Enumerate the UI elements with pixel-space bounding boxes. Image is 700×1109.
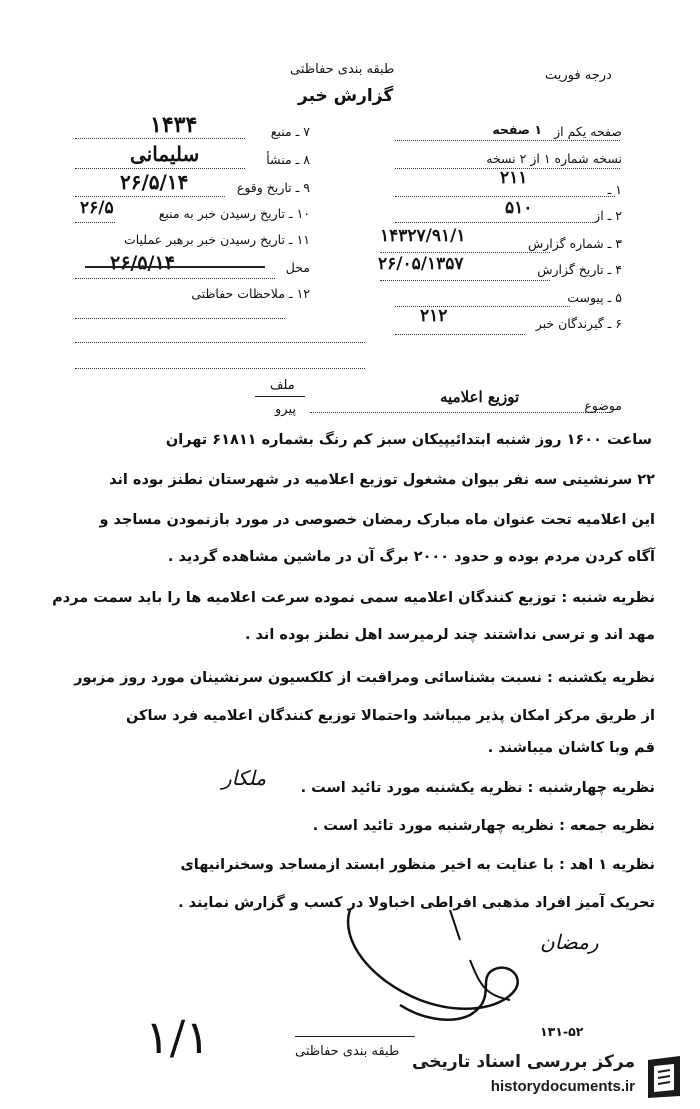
field-9-label: ۹ ـ تاریخ وقوع — [236, 180, 310, 195]
copy-field: نسخه شماره ۱ از ۲ نسخه — [486, 151, 622, 166]
notes-rule-1 — [75, 318, 285, 319]
watermark-site-name: مرکز بررسی اسناد تاریخی — [412, 1052, 635, 1072]
file-label: ملف — [270, 378, 295, 393]
subject-value: توزیع اعلامیه — [440, 388, 520, 406]
body-line: نظریه یکشنبه : نسبت بشناسائی ومراقبت از کلکسیون سرنشینان مورد روز مزبور — [74, 670, 655, 686]
field-10-label: ۱۰ ـ تاریخ رسیدن خبر به منبع — [158, 206, 310, 221]
field-7-value: ۱۴۳۴ — [150, 112, 198, 138]
body-line: آگاه کردن مردم بوده و حدود ۲۰۰۰ برگ آن در ماشین مشاهده گردید . — [167, 549, 655, 565]
field-9-value: ۲۶/۵/۱۴ — [120, 170, 189, 194]
form-code: ۱۳۱-۵۲ — [540, 1024, 584, 1039]
priority-label: درجه فوریت — [545, 68, 612, 83]
field-11-label: ۱۱ ـ تاریخ رسیدن خبر برهبر عملیات — [123, 232, 310, 247]
field-8-rule — [75, 168, 245, 169]
field-4-label: ۴ ـ تاریخ گزارش — [537, 262, 622, 277]
field-3-label: ۳ ـ شماره گزارش — [527, 236, 622, 251]
field-7-label: ۷ ـ منبع — [270, 124, 310, 139]
watermark-site-url: historydocuments.ir — [490, 1078, 635, 1095]
body-line: ۲۲ سرنشینی سه نفر بیوان مشغول توزیع اعلامیه در شهرستان نطنز بوده اند — [109, 472, 655, 488]
footer-rule — [295, 1036, 415, 1037]
body-line: مهد اند و ترسی نداشتند چند لرمیرسد اهل نطنز بوده اند . — [245, 627, 655, 643]
field-2-value: ۵۱۰ — [505, 198, 533, 218]
field-12-label: ۱۲ ـ ملاحظات حفاظتی — [191, 286, 310, 301]
field-6-rule — [395, 334, 525, 335]
field-8-label: ۸ ـ منشأ — [266, 152, 310, 167]
margin-note: ملکار — [222, 766, 267, 790]
body-line: نظریه شنبه : توزیع کنندگان اعلامیه سمی نموده سرعت اعلامیه ها را باید سمت مردم — [52, 590, 655, 606]
field-10-rule — [75, 222, 115, 223]
body-line: این اعلامیه تحت عنوان ماه مبارک رمضان خصوصی در مورد بازنمودن مساجد و — [99, 512, 655, 528]
archive-logo-icon — [642, 1052, 686, 1102]
field-2-rule — [395, 222, 595, 223]
field-8-value: سلیمانی — [130, 142, 200, 166]
field-10-value: ۲۶/۵ — [80, 198, 114, 218]
field-7-rule — [75, 138, 245, 139]
signature-icon — [330, 900, 530, 1030]
file-divider — [255, 396, 305, 397]
field-1-rule — [395, 196, 615, 197]
field-1-label: ۱ ـ — [607, 182, 622, 197]
initials: رمضان — [540, 930, 599, 954]
field-4-rule — [380, 280, 550, 281]
field-1-value: ۲۱۱ — [500, 168, 528, 188]
location-strike — [85, 266, 265, 268]
body-line: از طریق مرکز امکان پذیر میباشد واحتمالا توزیع کنندگان اعلامیه فرد ساکن — [125, 708, 655, 724]
body-line: نظریه چهارشنبه : نظریه یکشنبه مورد تائید است . — [300, 780, 655, 796]
document-title: گزارش خبر — [298, 86, 394, 106]
page-field-label: صفحه یکم از — [554, 124, 622, 139]
field-6-value: ۲۱۲ — [420, 306, 448, 326]
body-line: نظریه جمعه : نظریه چهارشنبه مورد تائید است . — [312, 818, 655, 834]
notes-rule-2 — [75, 342, 365, 343]
subject-rule — [310, 412, 610, 413]
location-label: محل — [285, 260, 310, 275]
field-5-label: ۵ ـ پیوست — [567, 290, 622, 305]
location-rule — [75, 278, 275, 279]
location-value: ۲۶/۵/۱۴ — [110, 252, 175, 274]
page-field-rule — [395, 140, 620, 141]
follow-label: پیرو — [275, 402, 296, 417]
classification-label-top: طبقه بندی حفاظتی — [290, 62, 395, 77]
body-line: ساعت ۱۶۰۰ روز شنبه ابتدائیپیکان سبز کم رنگ بشماره ۶۱۸۱۱ تهران — [165, 432, 652, 448]
body-line: قم وبا کاشان میباشند . — [487, 740, 655, 756]
field-9-rule — [75, 196, 225, 197]
field-3-value: ۱۴۳۲۷/۹۱/۱ — [380, 226, 466, 246]
subject-label: موضوع — [584, 398, 622, 413]
field-6-label: ۶ ـ گیرندگان خبر — [535, 316, 622, 331]
field-4-value: ۲۶/۰۵/۱۳۵۷ — [378, 254, 464, 274]
page-field-value: ۱ صفحه — [492, 122, 542, 137]
notes-rule-3 — [75, 368, 365, 369]
handwritten-page-number: ۱/۱ — [145, 1010, 210, 1064]
body-line: نظریه ۱ اهد : با عنایت به اخیر منظور ابستد ازمساجد وسخنرانیهای — [180, 857, 655, 873]
body-line: تحریک آمیز افراد مذهبی افراطی اخباولا در کسب و گزارش نمایند . — [178, 895, 655, 911]
field-2-label: ۲ ـ از — [594, 208, 622, 223]
field-3-rule — [380, 252, 550, 253]
classification-label-bottom: طبقه بندی حفاظتی — [295, 1044, 400, 1059]
